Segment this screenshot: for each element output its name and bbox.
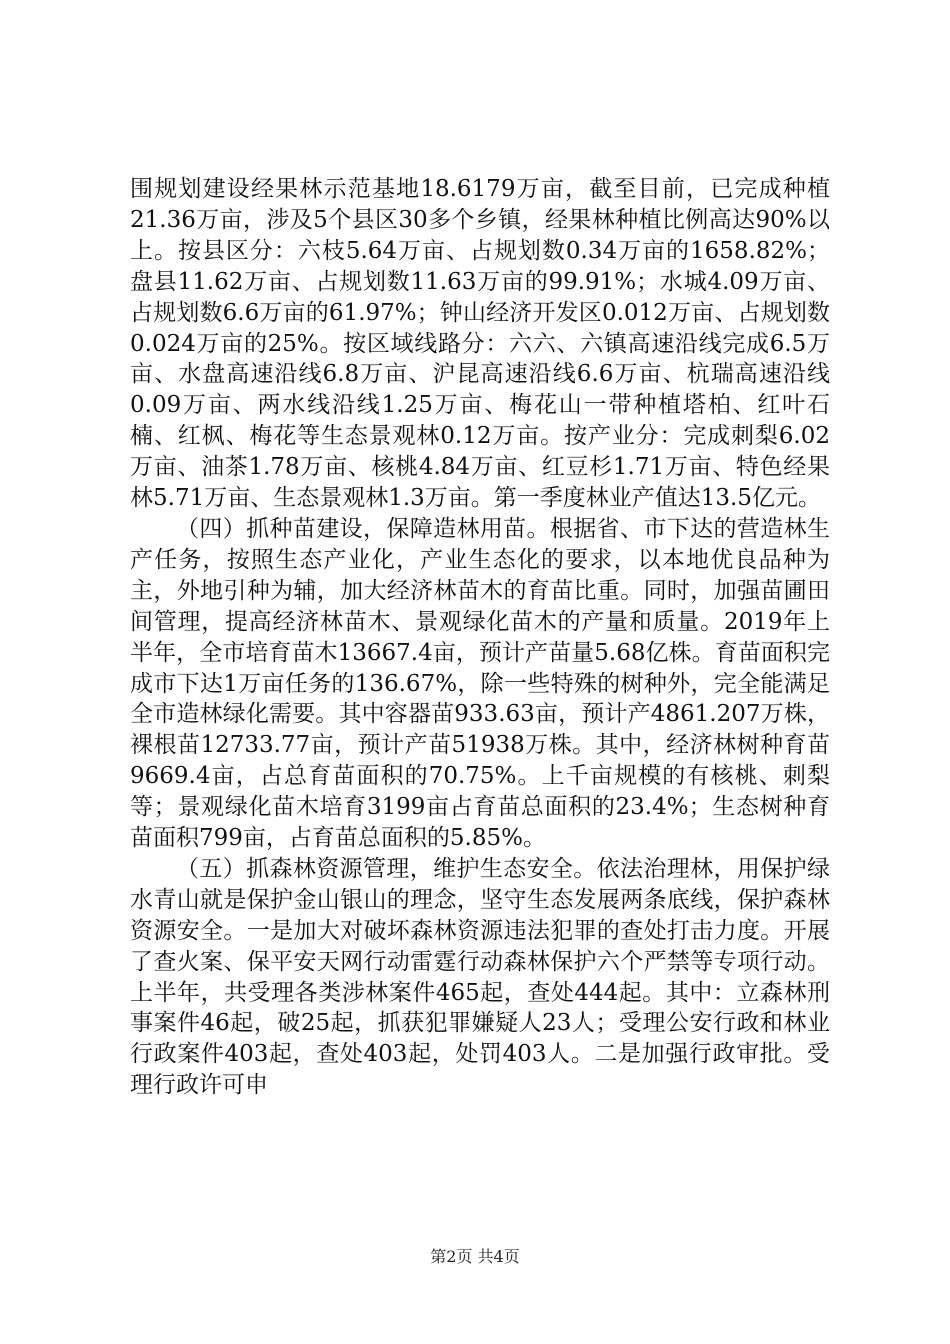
paragraph-seedling-construction: （四）抓种苗建设，保障造林用苗。根据省、市下达的营造林生产任务，按照生态产业化，产业生态化的要求，以本地优良品种为主，外地引种为辅，加大经济林苗木的育苗比重。同时，加强苗圃田间管理，提高经济林苗木、景观绿化苗木的产量和质量。2019年上半年，全市培育苗木13667.4亩，预计产苗量5.68亿株。育苗面积完成市下达1万亩任务的136.67%，除一些特殊的树种外，完全能满足全市造林绿化需要。其中容器苗933.63亩，预计产4861.207万株，裸根苗12733.77亩，预计产苗51938万株。其中，经济林树种育苗9669.4亩，占总育苗面积的70.75%。上千亩规模的有核桃、刺梨等；景观绿化苗木培育3199亩占育苗总面积的23.4%；生态树种育苗面积799亩，占育苗总面积的5.85%。 bbox=[130, 515, 830, 852]
paragraph-forest-resource-management: （五）抓森林资源管理，维护生态安全。依法治理林，用保护绿水青山就是保护金山银山的理念，坚守生态发展两条底线，保护森林资源安全。一是加大对破坏森林资源违法犯罪的查处打击力度。开展了查火案、保平安天网行动雷霆行动森林保护六个严禁等专项行动。上半年，共受理各类涉林案件465起，查处444起。其中：立森林刑事案件46起，破25起，抓获犯罪嫌疑人23人；受理公安行政和林业行政案件403起，查处403起，处罚403人。二是加强行政审批。受理行政许可申 bbox=[130, 855, 830, 1099]
paragraph-continuation: 围规划建设经果林示范基地18.6179万亩，截至目前，已完成种植21.36万亩，涉及5个县区30多个乡镇，经果林种植比例高达90%以上。按县区分：六枝5.64万亩、占规划数0.34万亩的1658.82%；盘县11.62万亩、占规划数11.63万亩的99.91%；水城4.09万亩、占规划数6.6万亩的61.97%；钟山经济开发区0.012万亩、占规划数0.024万亩的25%。按区域线路分：六六、六镇高速沿线完成6.5万亩、水盘高速沿线6.8万亩、沪昆高速沿线6.6万亩、杭瑞高速沿线0.09万亩、两水线沿线1.25万亩、梅花山一带种植塔柏、红叶石楠、红枫、梅花等生态景观林0.12万亩。按产业分：完成刺梨6.02万亩、油茶1.78万亩、核桃4.84万亩、红豆杉1.71万亩、特色经果林5.71万亩、生态景观林1.3万亩。第一季度林业产值达13.5亿元。 bbox=[130, 176, 830, 512]
page-footer: 第2页 共4页 bbox=[430, 1247, 520, 1266]
body-text bbox=[130, 174, 830, 1101]
